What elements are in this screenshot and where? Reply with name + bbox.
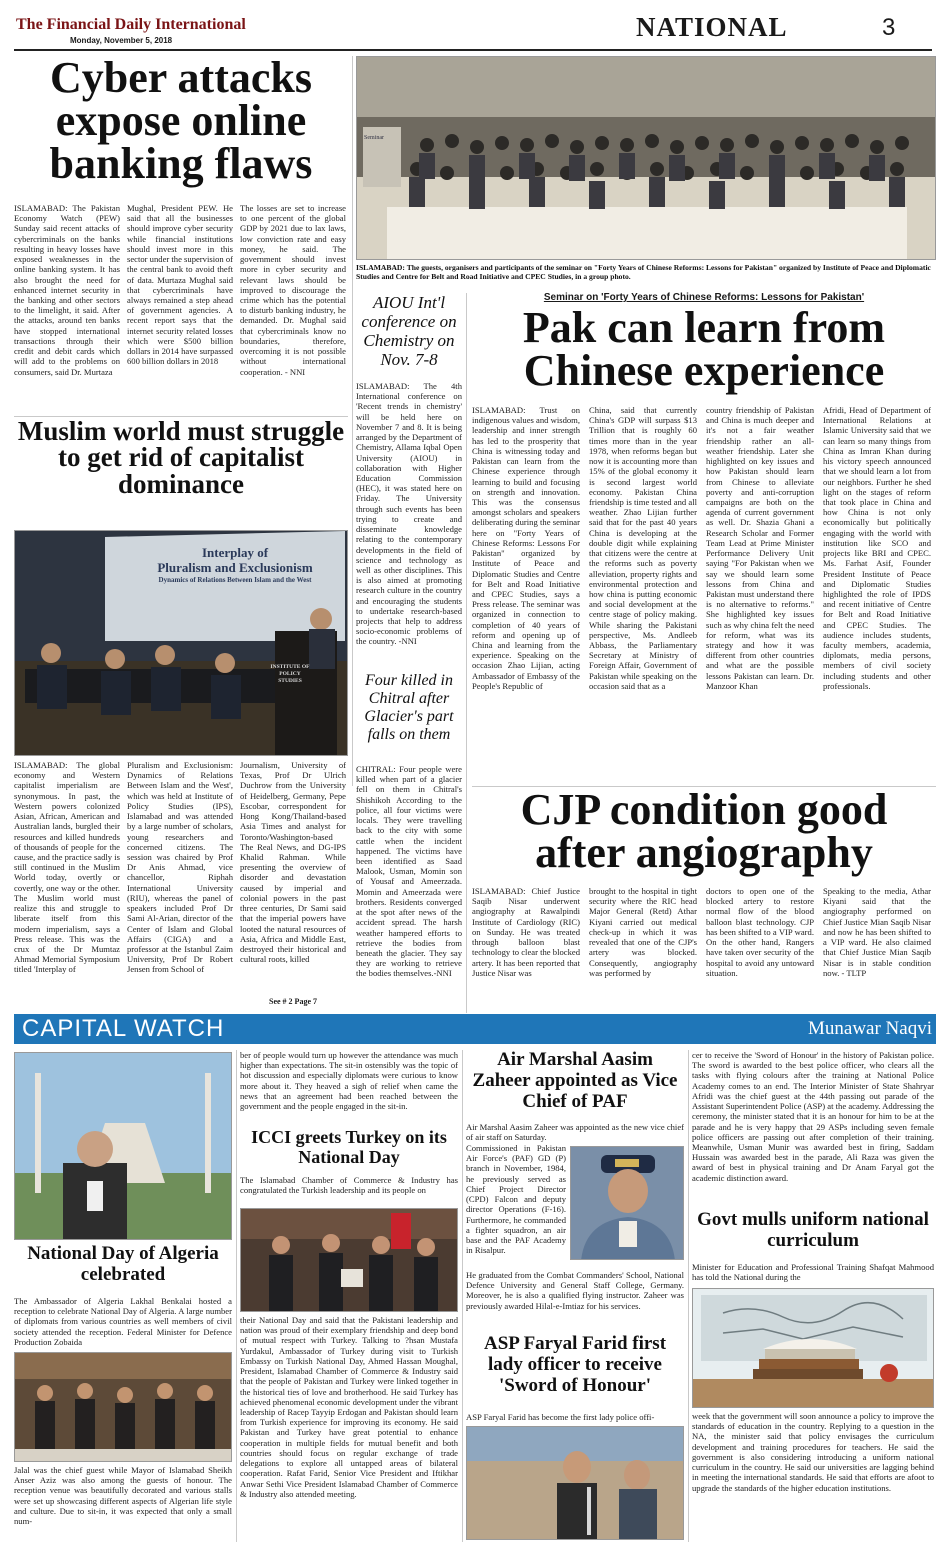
faisal-mosque-image xyxy=(15,1053,232,1240)
aasim-portrait xyxy=(570,1146,684,1260)
chitral-story: CHITRAL: Four people were killed when part of a glacier fell on them in Chitral's Shishikoh According to the police, all four victims were locals. They were travelling back to the city with some cattle when the incident happened. The victims have been identified as Saad Malook, Usman, Momin son of Yousaf and Ameerzada. Momin and Ameerzada were brothers. Residents converged at the spot after news of the accident spread. The harsh weather hampered efforts to retrieve the bodies from beneath the glacier. They say they are working to retrieve the bodies themselves.-NNI xyxy=(356,764,462,979)
faryal-story: ASP Faryal Farid has become the first lady police offi- xyxy=(466,1412,655,1422)
capital-watch-title: CAPITAL WATCH xyxy=(22,1015,225,1042)
icci-photo xyxy=(240,1208,458,1312)
muslim-column-2: Pluralism and Exclusionism: Dynamics of Relations Between Islam and the West', which was held at Institute of Policy Studies (IPS), Islamabad and was attended by a large number of scholars, young researchers and concerned citizens. The session was chaired by Prof Dr Anis Ahmad, vice chancellor, Riphah International University (RIU), whereas the panel of speakers included Prof Dr Sami Al-Arian, director of the Center of Islam and Global Affairs (CIGA) and a professor at the Istanbul Zaim University, Prof Dr Robert Jensen from School of xyxy=(127,760,233,975)
cyber-headline: Cyber attacks expose online banking flaws xyxy=(49,56,313,189)
pak-china-headline: Pak can learn from Chinese experience xyxy=(522,306,886,396)
cjp-headline: CJP condition good after angiography xyxy=(520,788,888,878)
attendance-story: ber of people would turn up however the attendance was much higher than expectations. The sit-in ostensibly was the topic of hot discussion and especially diplomats were curious to know more about it. They heaved a sigh of relief when came the news that an agreement had been reached between the government and the people engaged in the sit-in. xyxy=(240,1050,458,1112)
cyber-column-2: Mughal, President PEW. He said that all the businesses should improve cyber security while financial institutions should invest more in this sector under the supervision of the central bank to avoid theft of data. Murtaza Mughal said that cybercriminals have always remained a step ahead of government agencies. A recent report says that the internet security related losses which were $500 billion dollars in 2014 have surpassed 600 billion dollars in 2018 xyxy=(127,203,233,367)
aiou-story: ISLAMABAD: The 4th International conference on 'Recent trends in chemistry' will be held here on November 7 and 8. It is being arranged by the Department of Chemistry, Allama Iqbal Open University (AIOU) in collaboration with Higher Education Commission (HEC), it was stated here on Friday. The University through such events has been trying to create and disseminate knowledge relating to the contemporary developments in the field of science and technology as well as other disciplines. This is also aimed at promoting research culture in the country and encouraging the students to undertake research-based projects that help to address socio-economic problems of the country. -NNI xyxy=(356,381,462,647)
icci-headline: ICCI greets Turkey on its National Day xyxy=(251,1128,447,1167)
icci-story-part-1: The Islamabad Chamber of Commerce & Industry has congratulated the Turkish leadership and its people on xyxy=(240,1175,458,1196)
aasim-portrait-image xyxy=(571,1147,684,1260)
curriculum-headline: Govt mulls uniform national curriculum xyxy=(697,1210,929,1251)
curriculum-story-part-1: Minister for Education and Professional Training Shafqat Mahmood has told the National during the xyxy=(692,1262,934,1283)
pak-china-column-4: Afridi, Head of Department of International Relations at Islamic University said that we can learn so many things from China as Imran Khan during his victory speech announced that we should learn a lot from our neighbors. Further he shed light on the stages of reform that took place in China and how China is not only economically but politically engaging with the world with institution like SCO and projects like BRI and CPEC. Ms. Farhat Asif, Founder President Institute of Peace and Diplomatic Studies highlighted the role of IPDS and recent initiative of Centre for Belt and Road Initiative and CPEC Studies. The audience includes students, faculty members, academia, diplomats, media persons, members of civil society including students and other professionals. xyxy=(823,405,931,691)
cyber-column-3: The losses are set to increase to one percent of the global GDP by 2021 due to lax laws, low conviction rate and easy money, he said. The government should invest more in cyber security and relevant laws should be improved to discourage the crime which has the potential to disturb banking industry, he demanded. Dr. Mughal said that cybercriminals know no boundaries, therefore, overcoming it is not possible without international cooperation. - NNI xyxy=(240,203,346,377)
curriculum-story-part-2: week that the government will soon announce a policy to improve the standards of education in the country. Replying to a question in the NA, the minister said that policy envisages the curriculum development and training procedures for teachers. He said the government is also considering introducing a uniform national curriculum in the country. He said our universities are lagging behind in meeting the international standards. He said that efforts are afoot to upgrade the standards of the higher education institutions. xyxy=(692,1411,934,1493)
pak-china-column-1: ISLAMABAD: Trust on indigenous values and wisdom, leadership and inner strength has led to the prosperity that China is witnessing today and Pakistan can learn from the Chinese experience through learning to build and focusing on strength and innovation. This was the consensus amongst scholars and speakers deliberating during the seminar here on "Forty Years of Chinese Reforms: Lessons For Pakistan" organized by Institute of Peace and Diplomatic Studies and Centre for Belt and Road Initiative and CPEC Studies, says a Press release. The seminar was organized in connection to completion of 40 years of reform and opening up of China and learning from the experience. Speaking on the occasion Zhao Lijian, acting Ambassador of Embassy of the People's Republic of xyxy=(472,405,580,691)
faryal-parade-image xyxy=(467,1427,684,1540)
chalkboard-books-image xyxy=(693,1289,934,1408)
pak-china-column-3: country friendship of Pakistan and China is much deeper and it's not a fair weather friendship rather an all-weather friendship. Later she highlighted on key issues and how Pakistan should learn from Chinese to alleviate poverty and anti-corruption campaigns are both on the agenda of current government as well. Dr. Shazia Ghani a Research Scholar and Former Team Lead at Prime Minister Performance Delivery Unit saying "For Pakistan when we say we should learn some lessons from China and Pakistan must understand there is no alternative to reforms." She highlighted key issues such as why china felt the need for reform, what was its strategy and how it was different from other countries and what are the possible lessons Pakistan can learn. Dr. Manzoor Khan xyxy=(706,405,814,691)
column-author: Munawar Naqvi xyxy=(808,1018,932,1039)
page-number: 3 xyxy=(882,14,896,41)
seminar-banner-text: Seminar xyxy=(364,135,384,141)
aasim-headline: Air Marshal Aasim Zaheer appointed as Vice Chief of PAF xyxy=(472,1050,678,1112)
seminar-kicker: Seminar on 'Forty Years of Chinese Reforms: Lessons for Pakistan' xyxy=(543,292,865,303)
symposium-backdrop xyxy=(150,546,320,610)
muslim-column-1: ISLAMABAD: The global economy and Western capitalist imperialism are synonymous. In past, the Western powers colonized Asian, African, American and Australian lands, burgled their resources and killed hundreds of thousands of people for the cause, and the practice sadly is still continued in the Muslim World today, overtly or covertly, one way or the other. The Muslim world must realize this and struggle to liberate itself from this modern imperialism, says a Press release. This was the crux of the Dr Mumtaz Ahmad Memorial Symposium titled 'Interplay of xyxy=(14,760,120,975)
algeria-photo xyxy=(14,1052,232,1240)
muslim-column-3: Journalism, University of Texas, Prof Dr Ulrich Duchrow from the University of Heidelberg, Germany, Pepe Escobar, correspondent for Hong Kong/Thailand-based Asia Times and analyst for Toronto/Washington-based The Real News, and DG-IPS Khalid Rahman. While presenting the overview of disorder and devastation caused by imperial and colonial powers in the past three centuries, Dr Sami said that the imperial powers have looted the natural resources of Asia, Africa and Middle East, destroyed their historical and cultural roots, killed xyxy=(240,760,346,965)
sword-story: cer to receive the 'Sword of Honour' in the history of Pakistan police. The sword is awarded to the best police officer, who clears all the tasks with flying colours after the training at National Police Academy comes to an end. The Interior Minister of State Shahryar Afridi was the chief guest at the 44th passing out parade of the Assistant Superintendent Police (ASP) at the academy. Addressing the ceremony, the minister stated that it is an honour for him to be at the parade and he is very happy that 29 ASPs including seven female police officers are passing out after completion of their training. Meanwhile, Usman Munir was awarded best in firing, Saddam Hussain was awarded best in the parade, Ali Raza was given the award of best in physical training and Dr Anam Faryal got the academic distinction award. xyxy=(692,1050,934,1183)
seminar-group-photo xyxy=(356,56,936,260)
seminar-group-photo-image xyxy=(357,57,936,260)
algeria-story-part-2: Jalal was the chief guest while Mayor of Islamabad Sheikh Anser Aziz was also among the guests of honour. The reception venue was beautifully decorated and various stalls were set up showcasing different aspects of Algerian life style and culture. Due to sit-in, it was expected that only a small num- xyxy=(14,1465,232,1527)
podium-sign: INSTITUTE OF POLICY STUDIES xyxy=(270,664,310,684)
aasim-story: He graduated from the Combat Commanders' School, National Defence University and General Staff College, Germany. Moreover, he is also a qualified flying instructor. Zaheer was previously awarded Hilal-e-Imtiaz for his services. xyxy=(466,1270,684,1311)
backdrop-line-2: Pluralism and Exclusionism xyxy=(157,559,313,575)
chitral-headline: Four killed in Chitral after Glacier's part falls on them xyxy=(364,672,454,743)
backdrop-line-3: Dynamics of Relations Between Islam and the West xyxy=(158,575,312,584)
aasim-career: Commissioned in Pakistan Air Force's (PAF) GD (P) branch in November, 1984, he previously served as Chief Project Director (CPD) Falcon and deputy director Operations (F-16). Furthermore, he commanded a fighter squadron, an air base and the PAF Academy in Risalpur. xyxy=(466,1143,566,1256)
faryal-headline: ASP Faryal Farid first lady officer to receive 'Sword of Honour' xyxy=(483,1334,667,1396)
cjp-column-2: brought to the hospital in tight security where the RIC head Major General (Retd) Athar Kiyani carried out medical check-up in which it was revealed that one of the CJP's artery was blocked. Consequently, angiography was performed by xyxy=(589,886,697,978)
pak-china-column-2: China, said that currently China's GDP will surpass $13 Trillion that is roughly 60 times more than in the year 1978, when reforms began but now it is accounting more than 15% of the global economy it is second largest world economy. Pakistan China friendship is time tested and all weather. Zhao Lijian further said that for the past 40 years China is developing at the double digit while explaining that citizens were the centre at the reforms such as poverty alleviation, property rights and environmental protection and how china is putting economic and social development at the centre stage of policy making. While sharing the Pakistani perspective, Ms. Andleeb Abbass, the Parliamentary Secretary at Ministry of Foreign Affair, Government of Pakistan while speaking on the occasion said that as a xyxy=(589,405,697,691)
aiou-headline: AIOU Int'l conference on Chemistry on Nov. 7-8 xyxy=(361,293,457,370)
algeria-reception-image xyxy=(15,1353,232,1462)
algeria-headline: National Day of Algeria celebrated xyxy=(27,1244,219,1285)
curriculum-photo xyxy=(692,1288,934,1408)
backdrop-line-1: Interplay of xyxy=(201,546,269,560)
algeria-reception-photo xyxy=(14,1352,232,1462)
cjp-column-1: ISLAMABAD: Chief Justice Saqib Nisar underwent angiography at Rawalpindi Institute of Cardiology (RIC) on Sunday. He was treated through balloon blast technology to clear the blocked artery. It has been reported that Justice Nisar was xyxy=(472,886,580,978)
icci-story-part-2: their National Day and said that the Pakistani leadership and nation was proud of their exemplary friendship and deep bond of mutual respect with Turkey. Talking to ?hsan Mustafa Yurdakul, Ambassador of Turkey during visit to Turkish Embassy on Turkish National Day, Ahmed Hassan Moughal, President, Islamabad Chamber of Commerce & Industry said that the people of Pakistan and Turkey were linked together in the historical ties of love and brotherhood. He said Turkey has achieved phenomenal economic development under the vibrant leadership of Racep Tayyip Erdogan and Pakistan should learn from Turkish experience for improving its economy. He said Pakistan and Turkey have great potential to enhance cooperation in multiple fields for mutual benefit and both countries should focus on regular exchange of trade delegations to explore all untapped areas of bilateral cooperation. Rafat Farid, Senior Vice President and Iftikhar Anwar Sethi Vice President Islamabad Chamber of Commerce & Industry also attended meeting. xyxy=(240,1315,458,1499)
aasim-intro: Air Marshal Aasim Zaheer was appointed as the new vice chief of air staff on Saturday. xyxy=(466,1122,684,1142)
icci-meeting-image xyxy=(241,1209,458,1312)
muslim-world-headline: Muslim world must struggle to get rid of capitalist dominance xyxy=(17,418,345,499)
paper-name: The Financial Daily International xyxy=(16,16,246,33)
cyber-column-1: ISLAMABAD: The Pakistan Economy Watch (PEW) Sunday said recent attacks of cybercriminals on the banks resulting in heavy losses have exposed weaknesses in the online banking system. It has also brought the need for enhanced internet security in the banking and other sectors to the limelight, it said. After the attacks, around ten banks have stopped international transactions through their credit and debit cards which will add to the problems on consumers, said Dr. Murtaza xyxy=(14,203,120,377)
continued-link[interactable]: See # 2 Page 7 xyxy=(269,997,317,1006)
seminar-photo-caption: ISLAMABAD: The guests, organisers and participants of the seminar on "Forty Years of Chinese Reforms: Lessons for Pakistan" organized by Institute of Peace and Diplomatic Studies and Centre for Belt and Road Initiative and CPEC Studies, in a group photo. xyxy=(356,263,931,282)
section-title: NATIONAL xyxy=(636,12,788,42)
cjp-column-4: Speaking to the media, Athar Kiyani said that the angiography performed on Chief Justice Mian Saqib Nisar and now he has been shifted to a VIP ward. He also claimed that Chief Justice Mian Saqib Nisar is in stable condition now. - TLTP xyxy=(823,886,931,978)
faryal-photo xyxy=(466,1426,684,1540)
algeria-story-part-1: The Ambassador of Algeria Lakhal Benkalai hosted a reception to celebrate National Day of Algeria. A large number of diplomats from various countries as well members of civil society attended the reception. Federal Minister for Defence Production Zobaida xyxy=(14,1296,232,1347)
cjp-column-3: doctors to open one of the blocked artery to restore normal flow of the blood balloon blast technology. CJP has been shifted to a VIP ward. On the other hand, Rangers have taken over security of the hospital to avoid any untoward situation. xyxy=(706,886,814,978)
issue-date: Monday, November 5, 2018 xyxy=(70,36,173,45)
